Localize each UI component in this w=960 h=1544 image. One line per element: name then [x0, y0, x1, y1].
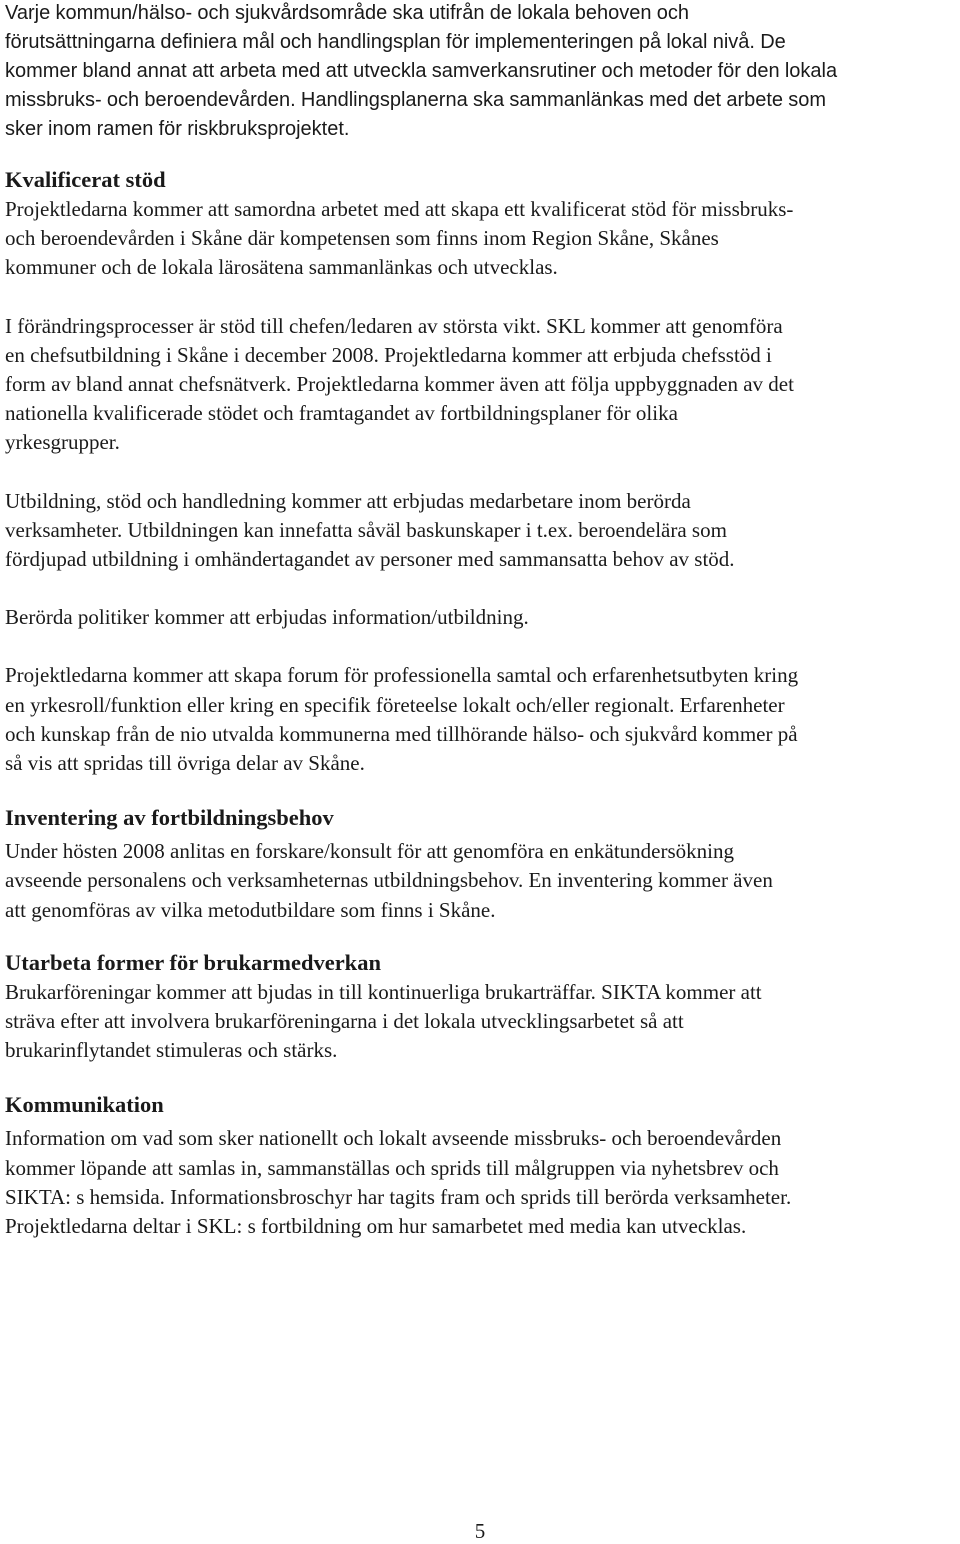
- text-line: Projektledarna kommer att skapa forum för professionella samtal och erfarenhetsutbyten kring: [5, 663, 799, 688]
- paragraph: [5, 603, 960, 632]
- text-line: nationella kvalificerade stödet och framtagandet av fortbildningsplaner för olika: [5, 401, 678, 426]
- text-line: och beroendevården i Skåne där kompetensen som finns inom Region Skåne, Skånes: [5, 226, 719, 251]
- text-line: form av bland annat chefsnätverk. Projektledarna kommer även att följa uppbyggnaden av det: [5, 372, 794, 397]
- text-line: avseende personalens och verksamheternas utbildningsbehov. En inventering kommer även: [5, 868, 773, 893]
- text-line: Varje kommun/hälso- och sjukvårdsområde ska utifrån de lokala behoven och: [5, 2, 689, 24]
- text-line: kommer bland annat att arbeta med att utveckla samverkansrutiner och metoder för den lokala: [5, 60, 838, 82]
- text-line: sträva efter att involvera brukarföreningarna i det lokala utvecklingsarbetet så att: [5, 1009, 684, 1034]
- section-heading: Kvalificerat stöd: [5, 167, 166, 192]
- text-line: så vis att spridas till övriga delar av Skåne.: [5, 751, 365, 776]
- text-line: Under hösten 2008 anlitas en forskare/konsult för att genomföra en enkätundersökning: [5, 839, 734, 864]
- text-line: missbruks- och beroendevården. Handlingsplanerna ska sammanlänkas med det arbete som: [5, 89, 827, 111]
- paragraph: [5, 487, 960, 575]
- text-line: att genomföras av vilka metodutbildare som finns i Skåne.: [5, 897, 496, 922]
- paragraph: [5, 837, 960, 925]
- text-line: kommer löpande att samlas in, sammanställas och sprids till målgruppen via nyhetsbrev och: [5, 1155, 779, 1180]
- text-line: Information om vad som sker nationellt och lokalt avseende missbruks- och beroendevården: [5, 1126, 782, 1151]
- text-line: Utbildning, stöd och handledning kommer att erbjudas medarbetare inom berörda: [5, 488, 691, 513]
- section-heading: Kommunikation: [5, 1092, 164, 1118]
- intro-paragraph: [5, 0, 960, 144]
- section-heading: Inventering av fortbildningsbehov: [5, 805, 334, 831]
- text-line: Berörda politiker kommer att erbjudas information/utbildning.: [5, 605, 529, 630]
- paragraph: [5, 312, 960, 458]
- text-line: fördjupad utbildning i omhändertagandet av personer med sammansatta behov av stöd.: [5, 547, 735, 572]
- text-line: en yrkesroll/funktion eller kring en specifik företeelse lokalt och/eller regionalt. Erfarenheter: [5, 692, 785, 717]
- paragraph: [5, 978, 960, 1066]
- text-line: Brukarföreningar kommer att bjudas in till kontinuerliga brukarträffar. SIKTA kommer att: [5, 979, 762, 1004]
- text-line: yrkesgrupper.: [5, 430, 120, 455]
- text-line: kommuner och de lokala lärosätena sammanlänkas och utvecklas.: [5, 255, 558, 280]
- text-line: och kunskap från de nio utvalda kommunerna med tillhörande hälso- och sjukvård kommer på: [5, 721, 798, 746]
- section-heading: Utarbeta former för brukarmedverkan: [5, 949, 381, 975]
- text-line: förutsättningarna definiera mål och handlingsplan för implementeringen på lokal nivå. De: [5, 31, 786, 53]
- text-line: sker inom ramen för riskbruksprojektet.: [5, 118, 350, 140]
- document-page: [5, 0, 960, 1241]
- text-line: Projektledarna kommer att samordna arbetet med att skapa ett kvalificerat stöd för missbruks-: [5, 197, 794, 221]
- paragraph: [5, 661, 960, 778]
- text-line: en chefsutbildning i Skåne i december 2008. Projektledarna kommer att erbjuda chefsstöd i: [5, 342, 772, 367]
- text-line: brukarinflytandet stimuleras och stärks.: [5, 1038, 338, 1063]
- paragraph: [5, 195, 960, 283]
- text-line: SIKTA: s hemsida. Informationsbroschyr har tagits fram och sprids till berörda verksamheter.: [5, 1184, 792, 1209]
- paragraph: [5, 1124, 960, 1241]
- text-line: Projektledarna deltar i SKL: s fortbildning om hur samarbetet med media kan utvecklas.: [5, 1214, 747, 1239]
- text-line: I förändringsprocesser är stöd till chefen/ledaren av största vikt. SKL kommer att genomföra: [5, 313, 783, 338]
- page-number: 5: [474, 1519, 486, 1543]
- text-line: verksamheter. Utbildningen kan innefatta såväl baskunskaper i t.ex. beroendelära som: [5, 517, 727, 542]
